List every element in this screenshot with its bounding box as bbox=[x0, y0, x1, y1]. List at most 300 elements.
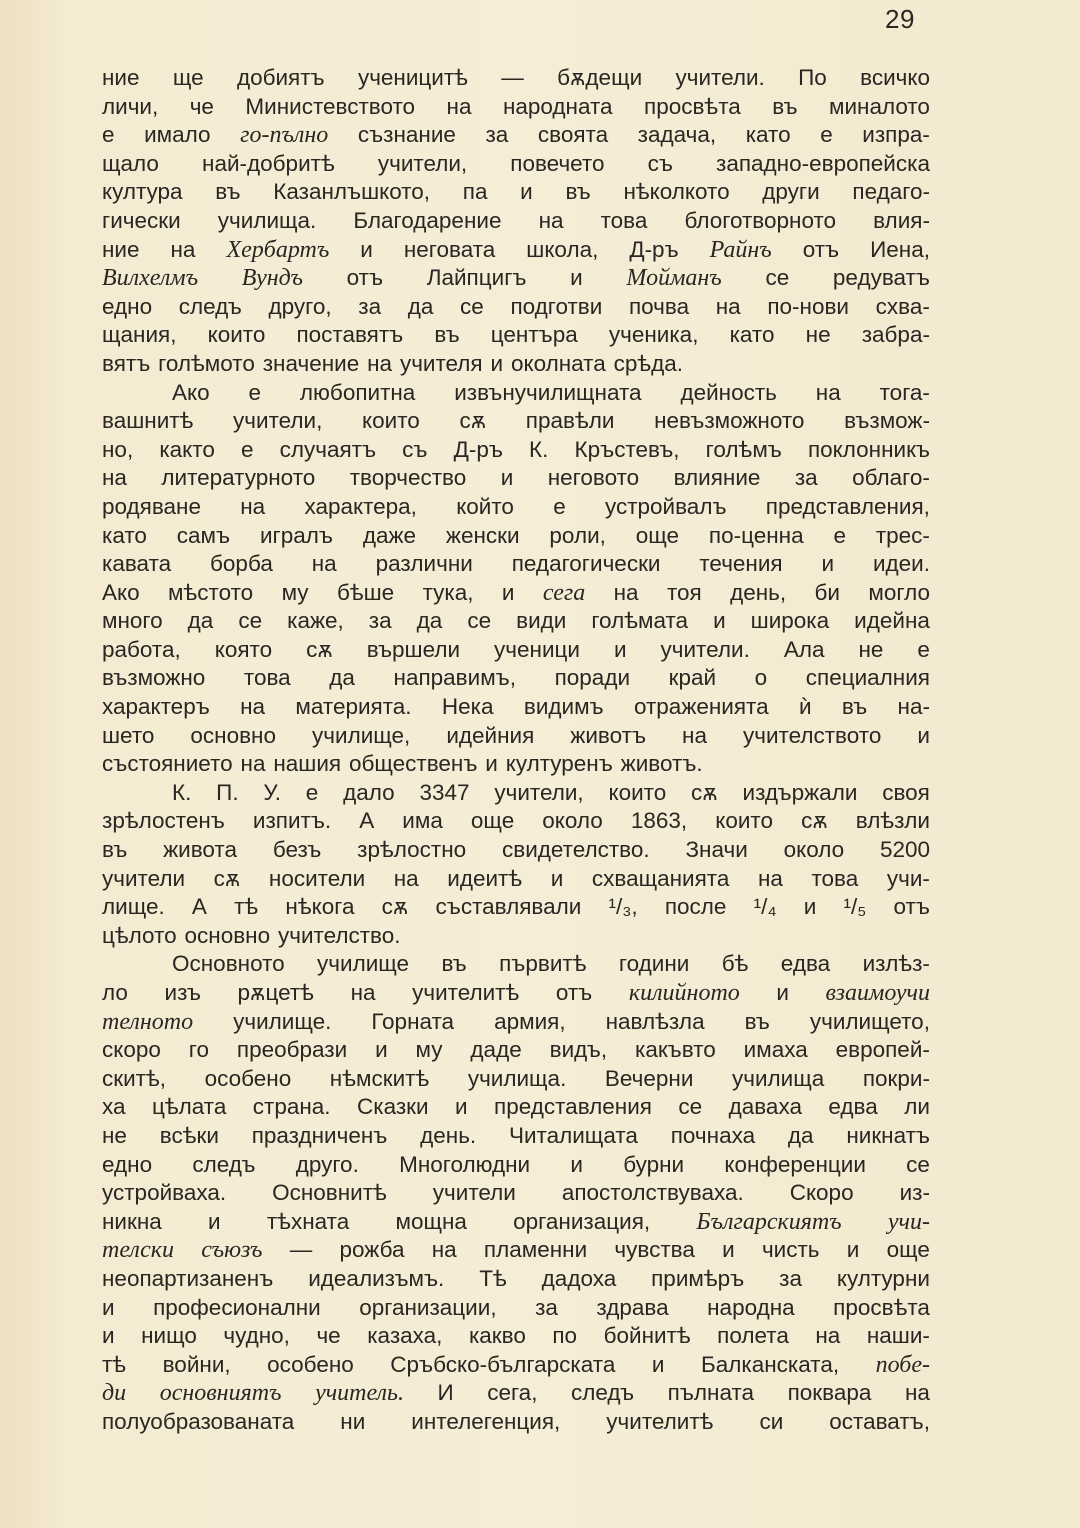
word: вятъ bbox=[102, 350, 151, 376]
word: схващанията bbox=[591, 865, 730, 891]
word: ние bbox=[102, 65, 140, 90]
italic-word: основниятъ bbox=[159, 1380, 282, 1407]
word: Кръстевъ, bbox=[574, 436, 680, 462]
word: щания, bbox=[102, 322, 177, 348]
word: и bbox=[208, 1208, 221, 1234]
text-line bbox=[102, 693, 930, 722]
word: дейность bbox=[680, 379, 777, 405]
word: които bbox=[715, 808, 773, 834]
word: дало bbox=[343, 779, 395, 805]
word: трес- bbox=[875, 522, 930, 548]
word: блоготворното bbox=[684, 207, 837, 233]
word: е bbox=[240, 436, 254, 462]
word: на- bbox=[897, 694, 930, 720]
word: на bbox=[240, 694, 266, 720]
word: други bbox=[762, 179, 820, 205]
word: на bbox=[350, 980, 376, 1005]
word: на bbox=[102, 465, 127, 491]
word: и bbox=[550, 865, 564, 891]
word: нищо bbox=[141, 1323, 197, 1349]
word: любопитна bbox=[299, 379, 416, 405]
word: друго, bbox=[268, 293, 332, 319]
word: схва- bbox=[875, 293, 930, 319]
word: здрава bbox=[596, 1294, 669, 1320]
word: никна bbox=[102, 1208, 162, 1234]
word: въ bbox=[565, 179, 591, 205]
word: По bbox=[798, 65, 827, 90]
word: по-нови bbox=[767, 293, 849, 319]
word: пълната bbox=[667, 1380, 755, 1406]
text-line bbox=[102, 1151, 930, 1180]
word: интелегенция, bbox=[411, 1408, 561, 1434]
word: тоя bbox=[666, 579, 702, 605]
word: за bbox=[358, 293, 382, 319]
text-line bbox=[102, 1179, 930, 1208]
text-line bbox=[102, 121, 930, 150]
text-line bbox=[102, 636, 930, 665]
paragraph-first-line bbox=[102, 950, 930, 979]
word: страна. bbox=[252, 1094, 331, 1120]
word: това bbox=[243, 665, 291, 691]
word: за bbox=[485, 122, 509, 148]
page-number: 29 bbox=[885, 4, 915, 34]
word: изпитъ. bbox=[252, 808, 332, 834]
word: бѣше bbox=[336, 579, 395, 605]
word: му bbox=[415, 1037, 443, 1063]
text-line bbox=[102, 722, 930, 751]
word: е bbox=[917, 636, 930, 662]
word: тѣхната bbox=[266, 1208, 350, 1234]
word: сѫ bbox=[691, 779, 718, 805]
word: казаха, bbox=[367, 1323, 443, 1349]
italic-word: побе- bbox=[875, 1351, 930, 1378]
word: на bbox=[815, 1323, 841, 1349]
word: организация, bbox=[513, 1208, 651, 1234]
word: културни bbox=[836, 1265, 930, 1291]
word: своята bbox=[537, 122, 609, 148]
word: идеи. bbox=[872, 551, 930, 577]
word: както bbox=[159, 436, 215, 462]
word: изпра- bbox=[862, 122, 930, 148]
word: нѣкога bbox=[285, 894, 355, 920]
word: се bbox=[238, 608, 263, 634]
word: училища. bbox=[467, 1065, 567, 1091]
word: се bbox=[765, 265, 790, 291]
word: които bbox=[362, 408, 420, 434]
word: Основнитѣ bbox=[272, 1180, 387, 1206]
word: К. bbox=[172, 779, 192, 805]
word: мѣстото bbox=[168, 579, 254, 605]
text-line bbox=[102, 178, 930, 207]
word: още bbox=[886, 1237, 930, 1263]
word: родяване bbox=[102, 493, 201, 519]
word: изъ bbox=[164, 980, 201, 1005]
word: да bbox=[407, 293, 434, 319]
word: и bbox=[490, 350, 504, 376]
word: ¹/₄ bbox=[753, 894, 777, 920]
word: влия- bbox=[873, 207, 930, 233]
word: различни bbox=[375, 551, 473, 577]
text-line bbox=[102, 464, 930, 493]
word: следъ bbox=[178, 293, 242, 319]
word: неопартизаненъ bbox=[102, 1265, 274, 1291]
italic-word: учитель. bbox=[315, 1380, 404, 1407]
word: край bbox=[668, 665, 717, 691]
word: поквара bbox=[787, 1380, 872, 1406]
word: неговото bbox=[547, 465, 640, 491]
word: общественъ bbox=[348, 751, 478, 777]
text-line bbox=[102, 1351, 930, 1380]
word: примѣръ bbox=[651, 1265, 745, 1291]
word: покри- bbox=[862, 1065, 930, 1091]
word: и bbox=[570, 1151, 583, 1177]
word: учителитѣ bbox=[412, 980, 520, 1005]
paragraph-first-line bbox=[102, 379, 930, 408]
word: на bbox=[240, 751, 266, 777]
word: широка bbox=[750, 608, 830, 634]
word: и bbox=[803, 894, 817, 920]
word: Иена, bbox=[870, 236, 930, 262]
italic-word: Райнъ bbox=[709, 236, 772, 263]
word: скоро bbox=[102, 1037, 161, 1063]
word: даде bbox=[470, 1037, 522, 1063]
word: устройвалъ bbox=[604, 493, 727, 519]
word: нѣмскитѣ bbox=[329, 1065, 430, 1091]
word: тога- bbox=[879, 379, 930, 405]
word: личи, bbox=[102, 93, 159, 119]
word: се bbox=[906, 1151, 930, 1177]
word: едно bbox=[102, 1151, 153, 1177]
word: въ bbox=[102, 837, 128, 863]
word: следъ bbox=[192, 1151, 256, 1177]
word: много bbox=[102, 608, 163, 634]
word: какво bbox=[468, 1323, 526, 1349]
word: могло bbox=[868, 579, 930, 605]
word: училища bbox=[732, 1065, 825, 1091]
word: чувства bbox=[614, 1237, 695, 1263]
word: че bbox=[316, 1323, 341, 1349]
word: характеръ bbox=[102, 694, 210, 720]
word: народна bbox=[707, 1294, 795, 1320]
word: е bbox=[833, 522, 846, 548]
word: вършели bbox=[366, 636, 461, 662]
word: самъ bbox=[176, 522, 231, 548]
word: повечето bbox=[510, 150, 605, 176]
text-line bbox=[102, 236, 930, 265]
word: представления, bbox=[765, 493, 930, 519]
word: полуобразованата bbox=[102, 1408, 295, 1434]
italic-word: Мойманъ bbox=[626, 265, 722, 292]
word: за bbox=[794, 465, 818, 491]
word: извънучилищната bbox=[454, 379, 642, 405]
word: значение bbox=[262, 350, 360, 376]
word: миналото bbox=[828, 93, 930, 119]
word: имаха bbox=[743, 1037, 808, 1063]
word: въ bbox=[441, 951, 467, 977]
word: на bbox=[815, 379, 841, 405]
word: Горната bbox=[371, 1008, 455, 1034]
word: и bbox=[360, 236, 373, 262]
word: сѫ bbox=[381, 894, 409, 920]
word: друго. bbox=[295, 1151, 359, 1177]
word: около bbox=[783, 837, 845, 863]
italic-word: Вундъ bbox=[241, 265, 303, 292]
word: въ bbox=[841, 694, 868, 720]
word: учители. bbox=[675, 65, 765, 90]
word: още bbox=[635, 522, 680, 548]
word: това bbox=[811, 865, 859, 891]
text-line bbox=[102, 922, 930, 951]
word: никнатъ bbox=[846, 1122, 930, 1148]
word: облаго- bbox=[852, 465, 930, 491]
word: е bbox=[102, 122, 115, 148]
text-line bbox=[102, 1322, 930, 1351]
word: даже bbox=[362, 522, 417, 548]
word: Ако bbox=[172, 379, 210, 405]
word: И bbox=[437, 1380, 454, 1406]
word: неговата bbox=[403, 236, 496, 262]
text-line bbox=[102, 1036, 930, 1065]
word: поклонникъ bbox=[807, 436, 930, 462]
word: едва bbox=[828, 1094, 878, 1120]
word: училището, bbox=[809, 1008, 930, 1034]
word: Министевството bbox=[245, 93, 416, 119]
word: ни bbox=[340, 1408, 366, 1434]
word: идейния bbox=[446, 722, 535, 748]
word: полета bbox=[717, 1323, 789, 1349]
word: нѣколкото bbox=[623, 179, 730, 205]
word: свидетелство. bbox=[502, 837, 650, 863]
word: който bbox=[456, 493, 514, 519]
text-line bbox=[102, 1122, 930, 1151]
word: Сказки bbox=[357, 1094, 429, 1120]
word: Лайпцигъ bbox=[426, 265, 527, 291]
word: оставатъ, bbox=[829, 1408, 930, 1434]
word: голѣмото bbox=[158, 350, 255, 376]
word: тѣ bbox=[102, 1351, 127, 1377]
text-line bbox=[102, 93, 930, 122]
word: като bbox=[745, 122, 791, 148]
word: Ала bbox=[783, 636, 825, 662]
word: и bbox=[455, 1094, 468, 1120]
word: и bbox=[102, 1294, 115, 1320]
text-line bbox=[102, 321, 930, 350]
word: е bbox=[553, 493, 566, 519]
text-line bbox=[102, 579, 930, 608]
word: преобрази bbox=[236, 1037, 348, 1063]
word: просвѣта bbox=[644, 93, 741, 119]
word: ¹/₅ bbox=[843, 894, 867, 920]
word: и bbox=[501, 579, 515, 605]
word: Казанлъшкото, bbox=[273, 179, 431, 205]
word: като bbox=[729, 322, 775, 348]
word: безъ bbox=[272, 837, 322, 863]
word: сѫ bbox=[306, 636, 333, 662]
word: почнаха bbox=[670, 1122, 756, 1148]
word: ученицитѣ bbox=[357, 65, 468, 90]
italic-word: Вилхелмъ bbox=[102, 265, 199, 292]
word: зрѣлостенъ bbox=[102, 808, 225, 834]
word: култура bbox=[102, 179, 183, 205]
word: се bbox=[467, 608, 492, 634]
word: си bbox=[759, 1408, 784, 1434]
italic-word: сега bbox=[542, 579, 586, 606]
word: учителство. bbox=[278, 922, 401, 948]
word: направимъ, bbox=[393, 665, 516, 691]
word: игралъ bbox=[259, 522, 333, 548]
italic-word: взаимоучи bbox=[825, 980, 930, 1006]
word: праздниченъ bbox=[251, 1122, 388, 1148]
word: на bbox=[311, 551, 337, 577]
italic-word: го-пълно bbox=[240, 122, 329, 149]
word: ¹/₃, bbox=[608, 894, 638, 920]
word: културенъ bbox=[505, 751, 613, 777]
italic-word: Хербартъ bbox=[226, 236, 330, 263]
word: рѫцетѣ bbox=[237, 980, 314, 1005]
word: течения bbox=[699, 551, 783, 577]
word: това bbox=[600, 207, 648, 233]
word: поставятъ bbox=[296, 322, 404, 348]
word: дадоха bbox=[541, 1265, 617, 1291]
word: на bbox=[904, 1380, 930, 1406]
word: влѣзли bbox=[855, 808, 930, 834]
word: даваха bbox=[728, 1094, 802, 1120]
word: учители bbox=[432, 1180, 516, 1206]
word: които bbox=[207, 322, 266, 348]
word: гически bbox=[102, 207, 181, 233]
word: случаятъ bbox=[279, 436, 377, 462]
word: околната bbox=[510, 350, 606, 376]
word: сѫ bbox=[801, 808, 828, 834]
word: има bbox=[402, 808, 443, 834]
word: А bbox=[359, 808, 375, 834]
word: лище. bbox=[102, 894, 165, 920]
word: и bbox=[776, 980, 789, 1005]
word: на bbox=[682, 722, 707, 748]
word: съзнание bbox=[357, 122, 456, 148]
word: на bbox=[240, 493, 266, 519]
word: на bbox=[431, 1237, 457, 1263]
word: чисть bbox=[761, 1237, 820, 1263]
word: литературното bbox=[161, 465, 316, 491]
word: К. bbox=[529, 436, 549, 462]
text-line bbox=[102, 407, 930, 436]
word: кавата bbox=[102, 551, 172, 577]
word: първитѣ bbox=[499, 951, 587, 977]
word: — bbox=[289, 1237, 313, 1263]
word: почва bbox=[628, 293, 690, 319]
word: възмож- bbox=[844, 408, 930, 434]
word: мощна bbox=[395, 1208, 467, 1234]
text-line bbox=[102, 1208, 930, 1237]
word: народната bbox=[502, 93, 613, 119]
word: срѣда. bbox=[613, 350, 684, 376]
word: и bbox=[485, 751, 498, 777]
word: конференции bbox=[724, 1151, 866, 1177]
word: отъ bbox=[802, 236, 840, 262]
word: специалния bbox=[805, 665, 930, 691]
word: издържали bbox=[742, 779, 858, 805]
word: отъ bbox=[555, 980, 593, 1005]
word: излѣз- bbox=[862, 951, 930, 977]
word: бойнитѣ bbox=[603, 1323, 691, 1349]
word: педаго- bbox=[852, 179, 930, 205]
word: Благодарение bbox=[353, 207, 502, 233]
italic-word: учи- bbox=[887, 1208, 930, 1235]
text-line bbox=[102, 836, 930, 865]
word: учителя bbox=[399, 350, 483, 376]
word: ли bbox=[904, 1094, 930, 1120]
body-text bbox=[102, 64, 930, 1437]
word: зрѣлостно bbox=[357, 837, 467, 863]
word: видимъ bbox=[523, 694, 604, 720]
text-line bbox=[102, 1236, 930, 1265]
word: тука, bbox=[422, 579, 474, 605]
text-line bbox=[102, 522, 930, 551]
word: апостолствуваха. bbox=[561, 1180, 744, 1206]
word: учители bbox=[102, 865, 186, 891]
word: се bbox=[678, 1094, 703, 1120]
word: основно bbox=[184, 922, 271, 948]
word: не bbox=[805, 322, 831, 348]
word: творчество bbox=[349, 465, 467, 491]
text-line bbox=[102, 150, 930, 179]
word: едва bbox=[780, 951, 831, 977]
word: въ bbox=[434, 322, 460, 348]
word: шето bbox=[102, 722, 155, 748]
word: възможно bbox=[102, 665, 206, 691]
word: материята. bbox=[295, 694, 412, 720]
word: и bbox=[500, 465, 514, 491]
word: основно bbox=[190, 722, 277, 748]
word: като bbox=[102, 522, 147, 548]
word: Балканската, bbox=[700, 1351, 840, 1377]
word: рожба bbox=[339, 1237, 405, 1263]
italic-word: телски bbox=[102, 1237, 175, 1264]
word: влияние bbox=[673, 465, 761, 491]
word: бѣ bbox=[721, 951, 749, 977]
word: учители, bbox=[233, 408, 323, 434]
word: следъ bbox=[571, 1380, 635, 1406]
word: западно-европейска bbox=[716, 150, 930, 176]
word: и bbox=[613, 636, 627, 662]
word: сега, bbox=[487, 1380, 538, 1406]
word: европей- bbox=[835, 1037, 930, 1063]
word: щало bbox=[102, 150, 159, 176]
word: характера, bbox=[304, 493, 417, 519]
word: и bbox=[713, 608, 726, 634]
word: за bbox=[779, 1265, 802, 1291]
word: Многолюдни bbox=[399, 1151, 531, 1177]
word: видъ, bbox=[549, 1037, 608, 1063]
word: на bbox=[367, 350, 393, 376]
word: съ bbox=[647, 150, 673, 176]
word: го bbox=[188, 1037, 210, 1063]
word: училища. bbox=[217, 207, 317, 233]
word: ло bbox=[102, 980, 128, 1005]
word: педагогически bbox=[511, 551, 661, 577]
text-line bbox=[102, 64, 930, 93]
text-line bbox=[102, 664, 930, 693]
word: е bbox=[305, 779, 319, 805]
word: своя bbox=[882, 779, 930, 805]
word: — bbox=[501, 65, 524, 90]
word: после bbox=[664, 894, 727, 920]
word: представления bbox=[494, 1094, 652, 1120]
word: идеитѣ bbox=[447, 865, 523, 891]
word: на bbox=[757, 865, 783, 891]
word: ние bbox=[102, 236, 140, 262]
